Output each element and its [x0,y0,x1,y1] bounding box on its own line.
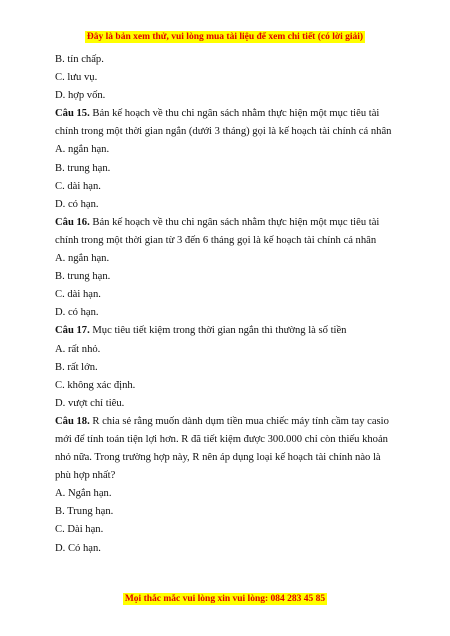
preview-notice-header [0,26,450,44]
question-18-continued: nhỏ nữa. Trong trường hợp này, R nên áp dụng loại kế hoạch tài chính nào là [55,452,381,464]
question-label: Câu 15. [55,108,90,120]
question-18-continued: mới để tính toán tiện lợi hơn. R đã tiết kiệm được 300.000 chỉ còn thiếu khoản [55,433,388,445]
question-text: Bản kế hoạch về thu chi ngân sách nhằm thực hiện một mục tiêu tài [89,108,380,120]
question-text: Bản kế hoạch về thu chi ngân sách nhằm thực hiện một mục tiêu tài [89,216,380,228]
question-text: R chia sẻ rằng muốn dành dụm tiền mua chiếc máy tính cầm tay casio [89,415,389,427]
option-d: D. có hạn. [55,307,99,319]
preview-notice-text: Đây là bản xem thử, vui lòng mua tài liệu để xem chi tiết (có lời giải) [86,32,364,42]
option-b: B. Trung hạn. [55,506,114,518]
question-label: Câu 17. [55,325,90,337]
option-c: C. Dài hạn. [55,524,104,536]
option-c: C. dài hạn. [55,289,101,301]
question-text: Mục tiêu tiết kiệm trong thời gian ngắn thì thường là số tiền [89,325,347,337]
question-18-continued: phù hợp nhất? [55,470,116,482]
option-c: C. không xác định. [55,379,136,391]
option-a: A. ngắn hạn. [55,253,110,265]
option-d: D. có hạn. [55,198,99,210]
question-16-continued: chính trong một thời gian từ 3 đến 6 tháng gọi là kế hoạch tài chính cá nhân [55,234,377,246]
question-15-continued: chính trong một thời gian ngắn (dưới 3 tháng) gọi là kế hoạch tài chính cá nhân [55,126,392,138]
option-b: B. trung hạn. [55,271,111,283]
option-a: A. ngắn hạn. [55,144,110,156]
contact-notice-footer [0,588,450,606]
option-d: D. Có hạn. [55,542,101,554]
option-b: B. rất lớn. [55,361,98,373]
question-17 [55,322,400,340]
option-b: B. tín chấp. [55,54,104,65]
option-d: D. vượt chỉ tiêu. [55,397,125,409]
option-c: C. lưu vụ. [55,72,98,84]
question-label: Câu 18. [55,415,90,427]
contact-notice-text: Mọi thắc mắc vui lòng xin vui lòng: 084 283 45 85 [124,594,326,604]
question-label: Câu 16. [55,216,90,228]
option-b: B. trung hạn. [55,162,111,174]
option-c: C. dài hạn. [55,180,101,192]
option-a: A. rất nhỏ. [55,343,101,355]
option-d: D. hợp vốn. [55,90,106,102]
question-16 [55,214,400,232]
document-body [55,51,400,558]
question-15 [55,105,400,123]
question-18 [55,413,400,431]
option-a: A. Ngắn hạn. [55,488,112,500]
